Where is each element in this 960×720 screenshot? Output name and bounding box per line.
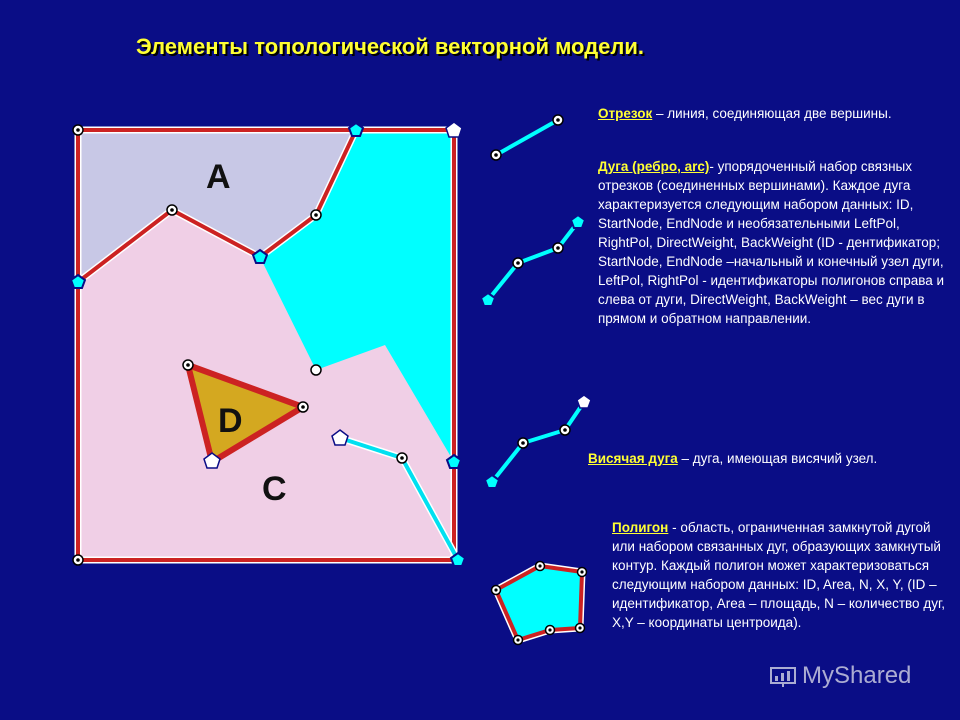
- slide-title: Элементы топологической векторной модели.: [136, 34, 645, 59]
- polygon-term: Полигон: [612, 520, 669, 535]
- polygon-text: - область, ограниченная замкнутой дугой или набором связанных дуг, образующих замкнутый контур. Каждый полигон может характеризоваться следующим набором данных: ID, Area, N, X, Y, (ID – идентификатор, Area – площадь, N – количество дуг, X,Y – координаты центроида).: [612, 520, 945, 630]
- dangling-definition: [588, 449, 956, 468]
- segment-definition: [598, 104, 958, 123]
- dangling-text: – дуга, имеющая висячий узел.: [677, 451, 878, 466]
- arc-text: - упорядоченный набор связных отрезков (соединенных вершинами). Каждое дуга характеризуется следующим набором данных: ID, StartNode, EndNode и необязательными LeftPol, RightPol, DirectWeight, BackWeight (ID - дентификатор; StartNode, EndNode –начальный и конечный узел дуги, LeftPol, RightPol - идентификаторы полигонов справа и слева от дуги, DirectWeight, BackWeight – вес дуги в прямом и обратном направлении.: [598, 159, 945, 326]
- node: [349, 123, 363, 136]
- segment-text: – линия, соединяющая две вершины.: [652, 106, 892, 121]
- watermark: [770, 662, 950, 692]
- label-c: C: [262, 470, 287, 508]
- node: [446, 122, 462, 137]
- vertex: [311, 365, 321, 375]
- dangling-arc-example: [485, 395, 591, 488]
- arc-definition: [598, 157, 950, 328]
- arc-term: Дуга (ребро, arc): [598, 159, 710, 174]
- label-a: A: [206, 158, 231, 196]
- polygon-definition: [612, 518, 952, 632]
- label-d: D: [218, 402, 243, 440]
- watermark-text: MyShared: [802, 662, 912, 689]
- polygon-example: [492, 562, 587, 645]
- segment-term: Отрезок: [598, 106, 653, 121]
- arc-example: [481, 215, 585, 306]
- presentation-icon: [770, 666, 796, 688]
- segment-example: [491, 115, 563, 160]
- dangling-term: Висячая дуга: [588, 451, 678, 466]
